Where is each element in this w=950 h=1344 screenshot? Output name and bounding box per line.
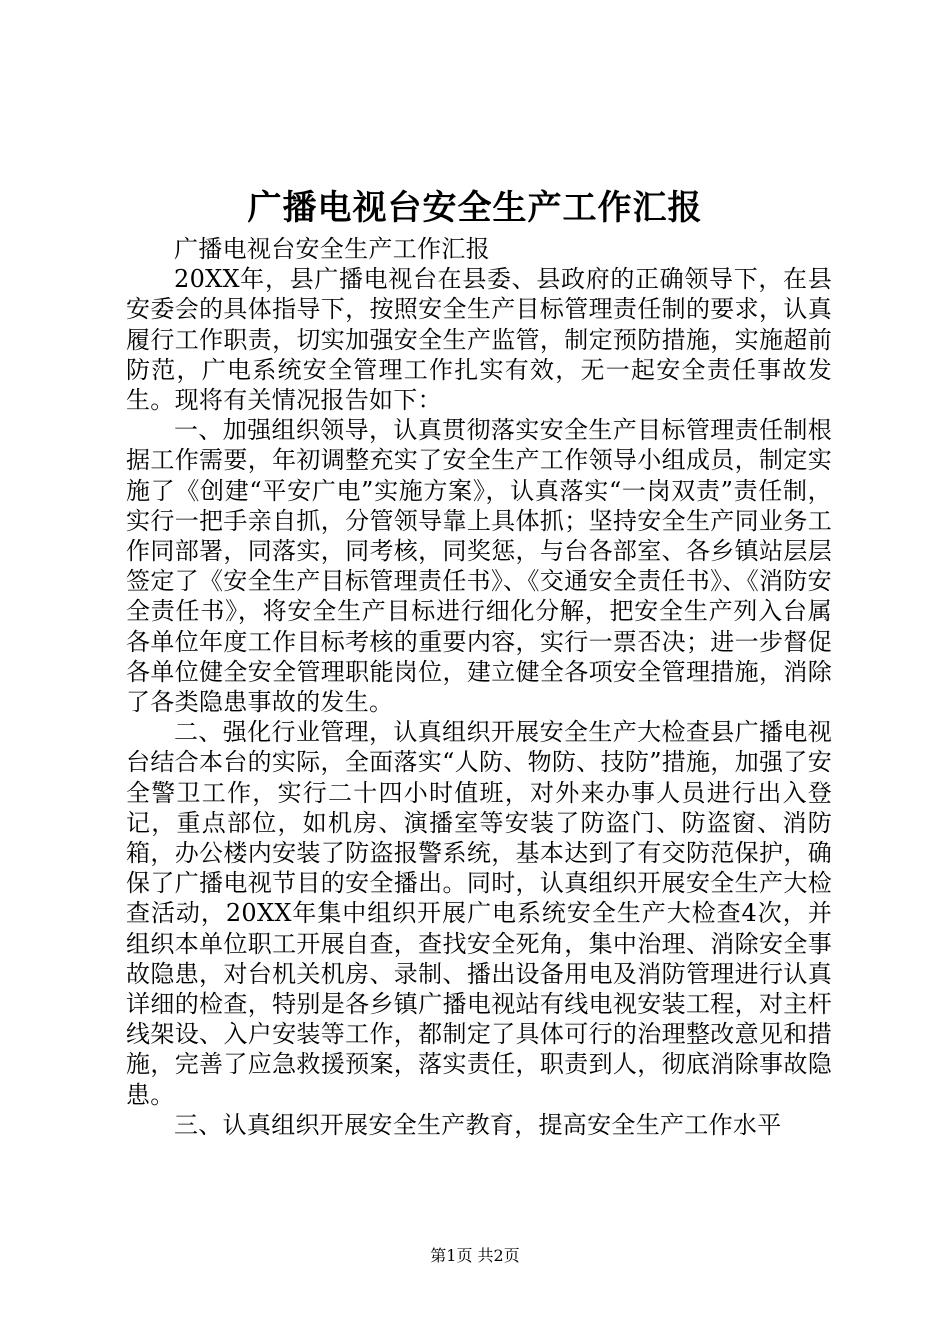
paragraph-intro: 20XX年，县广播电视台在县委、县政府的正确领导下，在县安委会的具体指导下，按照安全生产目标管理责任制的要求，认真履行工作职责，切实加强安全生产监管，制定预防措施，实施超前防范，广电系统安全管理工作扎实有效，无一起安全责任事故发生。现将有关情况报告如下： xyxy=(126,265,832,415)
paragraph-section-1: 一、加强组织领导，认真贯彻落实安全生产目标管理责任制根据工作需要，年初调整充实了安全生产工作领导小组成员，制定实施了《创建“平安广电”实施方案》，认真落实“一岗双责”责任制，实行一把手亲自抓，分管领导靠上具体抓；坚持安全生产同业务工作同部署，同落实，同考核，同奖惩，与台各部室、各乡镇站层层签定了《安全生产目标管理责任书》、《交通安全责任书》、《消防安全责任书》，将安全生产目标进行细化分解，把安全生产列入台属各单位年度工作目标考核的重要内容，实行一票否决；进一步督促各单位健全安全管理职能岗位，建立健全各项安全管理措施，消除了各类隐患事故的发生。 xyxy=(126,416,832,717)
paragraph-heading: 广播电视台安全生产工作汇报 xyxy=(174,235,490,263)
document-body xyxy=(126,234,832,1140)
document-title: 广播电视台安全生产工作汇报 xyxy=(247,188,703,228)
paragraph-section-3: 三、认真组织开展安全生产教育，提高安全生产工作水平 xyxy=(174,1110,782,1139)
page-number-footer: 第1页 共2页 xyxy=(430,1246,520,1265)
paragraph-section-2: 二、强化行业管理，认真组织开展安全生产大检查县广播电视台结合本台的实际，全面落实“人防、物防、技防”措施，加强了安全警卫工作，实行二十四小时值班，对外来办事人员进行出入登记，重点部位，如机房、演播室等安装了防盗门、防盗窗、消防箱，办公楼内安装了防盗报警系统，基本达到了有交防范保护，确保了广播电视节目的安全播出。同时，认真组织开展安全生产大检查活动，20XX年集中组织开展广电系统安全生产大检查4次，并组织本单位职工开展自查，查找安全死角，集中治理、消除安全事故隐患，对台机关机房、录制、播出设备用电及消防管理进行认真详细的检查，特别是各乡镇广播电视站有线电视安装工程，对主杆线架设、入户安装等工作，都制定了具体可行的治理整改意见和措施，完善了应急救援预案，落实责任，职责到人，彻底消除事故隐患。 xyxy=(126,718,832,1109)
